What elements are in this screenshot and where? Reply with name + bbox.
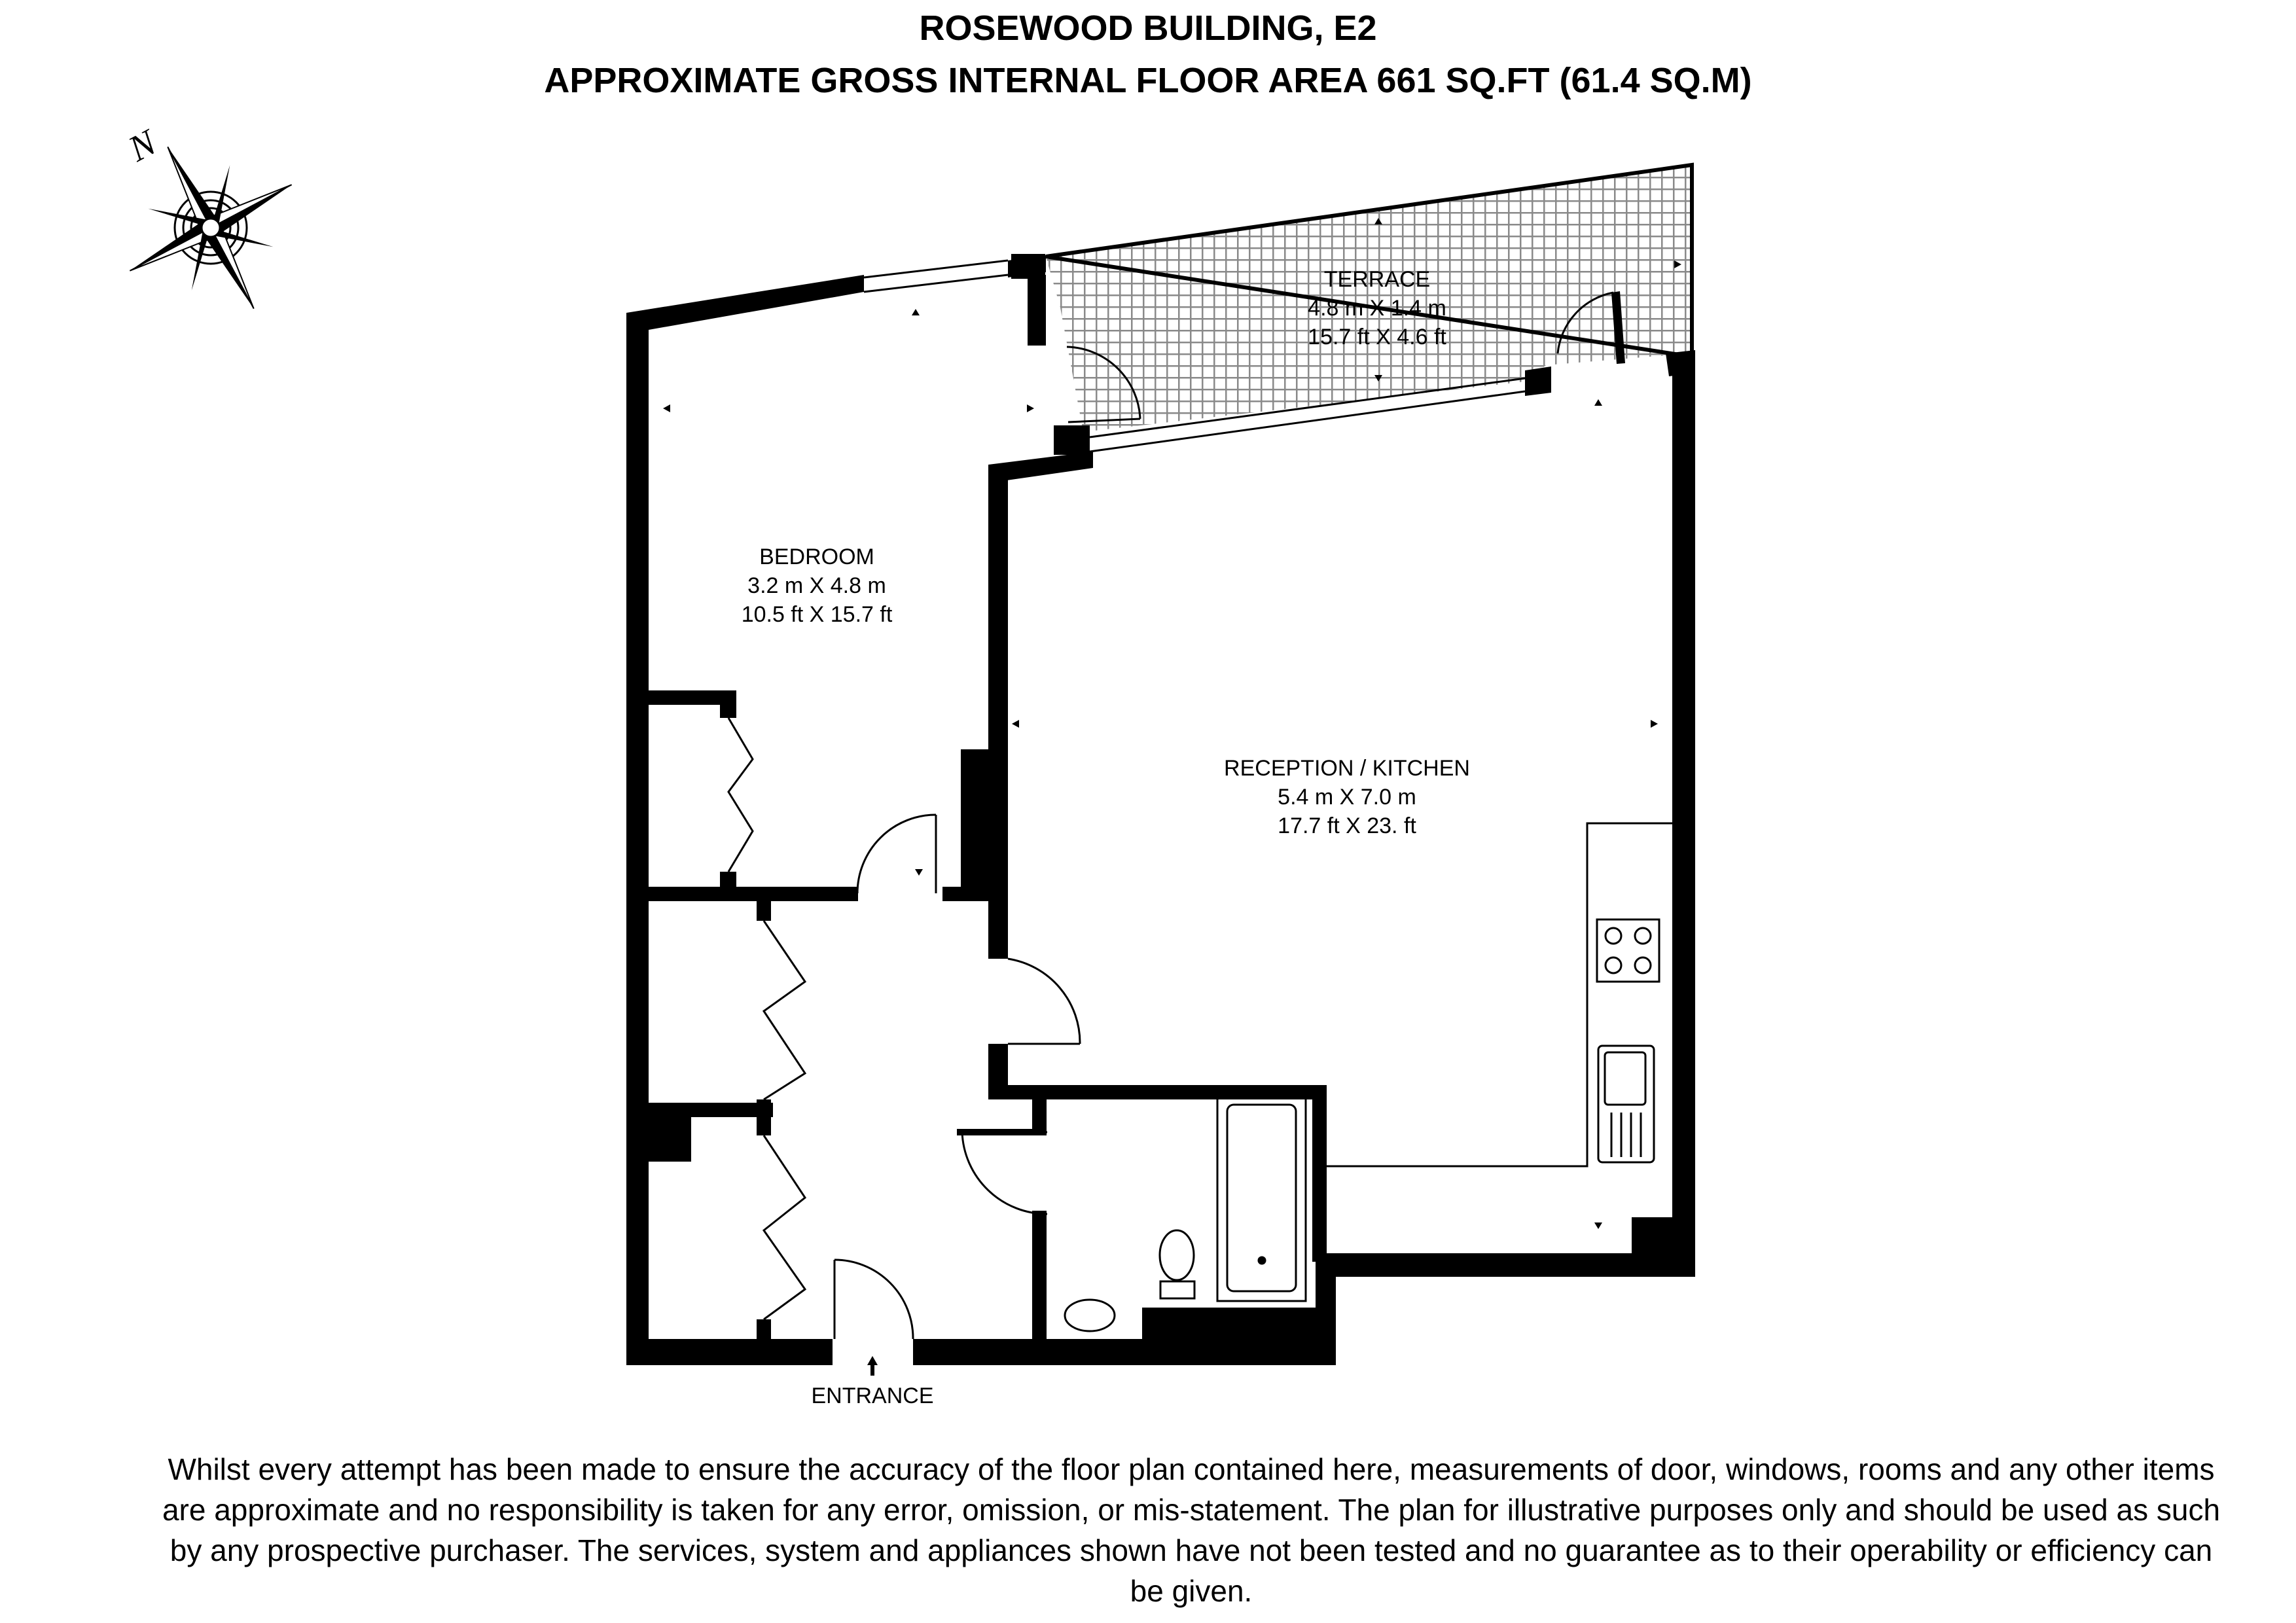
disclaimer-text: Whilst every attempt has been made to ensure the accuracy of the floor plan contained here, measurements of door, windows, rooms and any other items are approximate and no responsibility is taken for any error, omission, or mis-statement. The plan for illustrative purposes only and should be used as such by any prospective purchaser. The services, system and appliances shown have not been tested and no guarantee as to their operability or efficiency can be given. <box>162 1452 2221 1608</box>
bedroom-metric: 3.2 m X 4.8 m <box>747 573 886 598</box>
terrace-name: TERRACE <box>1323 267 1431 292</box>
north-label: N <box>122 122 163 170</box>
terrace-imperial: 15.7 ft X 4.6 ft <box>1308 325 1446 349</box>
bedroom-label <box>742 544 893 627</box>
page-title: ROSEWOOD BUILDING, E2 <box>919 9 1377 48</box>
bathtub-icon <box>1217 1095 1306 1301</box>
washbasin-icon <box>1065 1300 1115 1331</box>
hob-icon <box>1597 919 1659 982</box>
terrace-label <box>1308 267 1446 349</box>
door-swings <box>728 293 1613 1339</box>
terrace-metric: 4.8 m X 1.4 m <box>1308 296 1446 321</box>
reception-label <box>1224 756 1470 838</box>
floor-area-subtitle: APPROXIMATE GROSS INTERNAL FLOOR AREA 661 SQ.FT (61.4 SQ.M) <box>544 61 1752 100</box>
bedroom-imperial: 10.5 ft X 15.7 ft <box>741 602 893 627</box>
toilet-icon <box>1160 1230 1194 1280</box>
compass-rose-icon <box>86 103 336 353</box>
kitchen-counter <box>1327 823 1672 1166</box>
reception-imperial: 17.7 ft X 23. ft <box>1278 813 1416 838</box>
reception-name: RECEPTION / KITCHEN <box>1224 756 1470 781</box>
reception-metric: 5.4 m X 7.0 m <box>1278 785 1416 810</box>
entrance-label: ENTRANCE <box>811 1383 934 1408</box>
bedroom-name: BEDROOM <box>759 544 874 569</box>
bathroom-fixtures <box>1065 1095 1306 1331</box>
